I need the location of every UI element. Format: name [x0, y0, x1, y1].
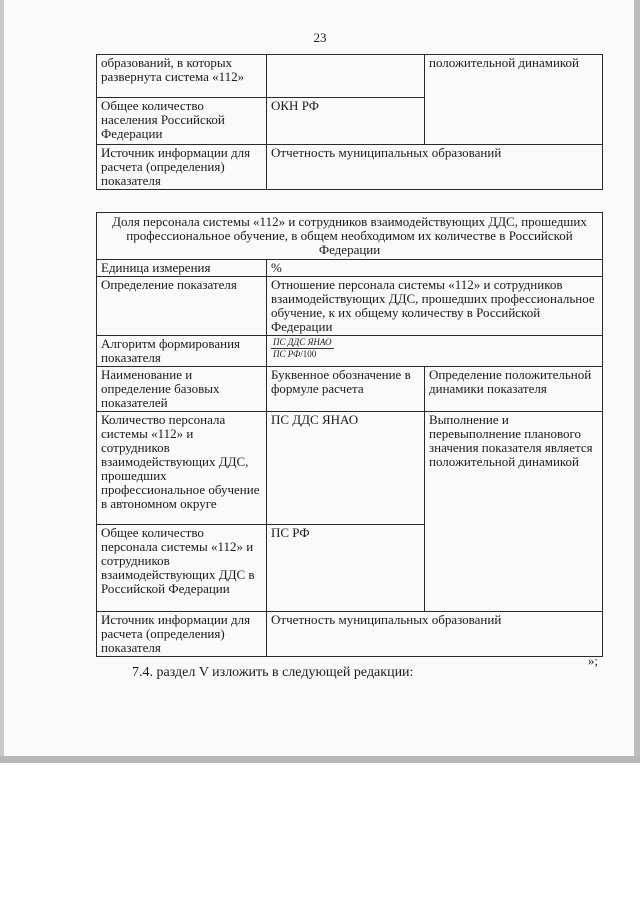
- table-cell: [267, 55, 425, 98]
- indicator-table-continued: [96, 54, 603, 190]
- table-cell: ПС ДДС ЯНАО: [267, 412, 425, 525]
- table-cell: Выполнение и перевыполнение планового значения показателя является положительной динамикой: [425, 412, 603, 612]
- table-cell: Общее количество персонала системы «112» и сотрудников взаимодействующих ДДС в Российской Федерации: [97, 525, 267, 612]
- column-header: Определение положительной динамики показателя: [425, 367, 603, 412]
- table-row: [97, 55, 603, 98]
- table-cell: Количество персонала системы «112» и сотрудников взаимодействующих ДДС, прошедших профессиональное обучение в автономном округе: [97, 412, 267, 525]
- closing-quote: »;: [587, 653, 598, 668]
- table-row: [97, 412, 603, 525]
- table-cell: Отчетность муниципальных образований: [267, 612, 603, 657]
- table-cell: Источник информации для расчета (определения) показателя: [97, 612, 267, 657]
- amendment-paragraph: 7.4. раздел V изложить в следующей редакции:: [132, 665, 414, 680]
- scan-right-edge: [634, 0, 640, 763]
- table-cell: Алгоритм формирования показателя: [97, 336, 267, 367]
- table-cell: %: [267, 260, 603, 277]
- formula: [271, 337, 334, 360]
- table-row: [97, 612, 603, 657]
- scan-left-edge: [0, 0, 4, 763]
- table-cell: ПС РФ: [267, 525, 425, 612]
- scan-bottom-edge: [0, 756, 640, 763]
- table-cell: Единица измерения: [97, 260, 267, 277]
- table-header-row: [97, 367, 603, 412]
- indicator-title: Доля персонала системы «112» и сотрудников взаимодействующих ДДС, прошедших профессиональное обучение, в общем необходимом их количестве в Российской Федерации: [97, 213, 603, 260]
- table-cell: Источник информации для расчета (определения) показателя: [97, 145, 267, 190]
- formula-denominator: [271, 349, 334, 360]
- table-cell: Отчетность муниципальных образований: [267, 145, 603, 190]
- formula-denominator-text: ПС РФ: [273, 349, 301, 359]
- table-cell: Общее количество населения Российской Федерации: [97, 98, 267, 145]
- page-number: 23: [313, 30, 327, 45]
- formula-multiplier: /100: [300, 349, 317, 359]
- table-cell: Отношение персонала системы «112» и сотрудников взаимодействующих ДДС, прошедших профессиональное обучение, к их общему количеству в Российской Федерации: [267, 277, 603, 336]
- table-cell: положительной динамикой: [425, 55, 603, 145]
- table-cell: образований, в которых развернута система «112»: [97, 55, 267, 98]
- table-row: [97, 277, 603, 336]
- formula-cell: [267, 336, 603, 367]
- table-cell: Определение показателя: [97, 277, 267, 336]
- column-header: Наименование и определение базовых показателей: [97, 367, 267, 412]
- column-header: Буквенное обозначение в формуле расчета: [267, 367, 425, 412]
- formula-numerator: ПС ДДС ЯНАО: [273, 337, 332, 347]
- table-row: [97, 213, 603, 260]
- table-row: [97, 336, 603, 367]
- table-row: [97, 260, 603, 277]
- indicator-table: [96, 212, 603, 657]
- table-row: [97, 145, 603, 190]
- table-cell: ОКН РФ: [267, 98, 425, 145]
